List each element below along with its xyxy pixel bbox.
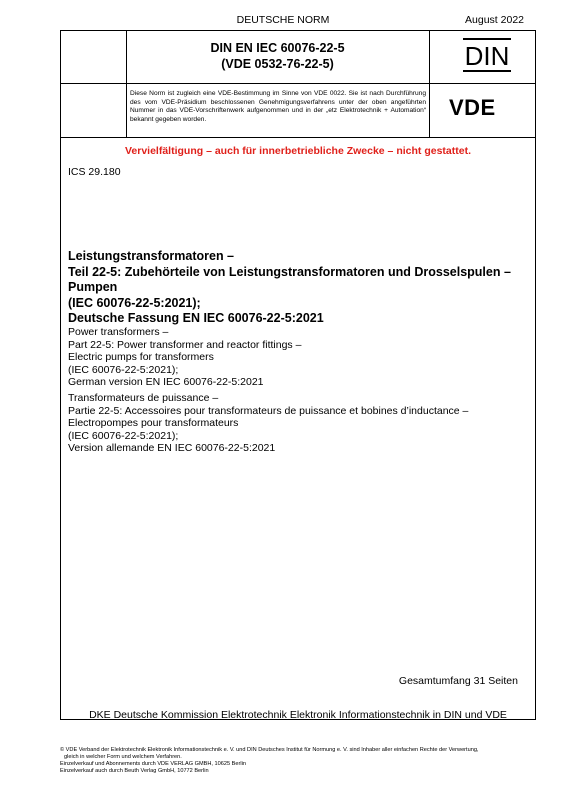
footer-line: gleich in welcher Form und welchem Verfahren.: [64, 754, 182, 760]
copyright-footer: [60, 747, 540, 775]
vde-logo: VDE: [449, 95, 496, 120]
vde-notice: Diese Norm ist zugleich eine VDE-Bestimmung im Sinne von VDE 0022. Sie ist nach Durchführung des vom VDE-Präsidium beschlossenen Genehmigungsverfahrens unter der oben angeführten Nummer in das VDE-Vorschriftenwerk aufgenommen und in der „etz Elektrotechnik + Automation“ bekannt gegeben worden.: [130, 90, 426, 123]
title-line: Part 22-5: Power transformer and reactor fittings –: [68, 338, 302, 351]
ics-code: ICS 29.180: [68, 166, 121, 178]
title-line: Electric pumps for transformers: [68, 351, 214, 363]
title-french: [68, 392, 528, 455]
footer-line: Einzelverkauf auch durch Beuth Verlag GmbH, 10772 Berlin: [60, 768, 209, 774]
reproduction-notice: Vervielfältigung – auch für innerbetriebliche Zwecke – nicht gestattet.: [124, 145, 471, 157]
total-pages: Gesamtumfang 31 Seiten: [398, 675, 518, 687]
title-line: Teil 22-5: Zubehörteile von Leistungstransformatoren und Drosselspulen –: [68, 264, 511, 279]
footer-line: Einzelverkauf und Abonnements durch VDE VERLAG GMBH, 10625 Berlin: [60, 761, 246, 767]
title-line: Leistungstransformatoren –: [68, 249, 235, 263]
committee-line: DKE Deutsche Kommission Elektrotechnik Elektronik Informationstechnik in DIN und VDE: [89, 709, 507, 721]
title-line: Pumpen: [68, 280, 118, 294]
title-line: Transformateurs de puissance –: [68, 392, 219, 404]
title-line: Power transformers –: [68, 326, 169, 338]
title-line: (IEC 60076-22-5:2021);: [68, 429, 179, 442]
issue-date: August 2022: [465, 14, 524, 26]
title-line: Deutsche Fassung EN IEC 60076-22-5:2021: [68, 311, 324, 325]
title-line: (IEC 60076-22-5:2021);: [68, 295, 201, 310]
vde-number: (VDE 0532-76-22-5): [221, 57, 334, 71]
title-german: [68, 249, 528, 327]
standard-number: DIN EN IEC 60076-22-5: [210, 41, 345, 55]
title-line: (IEC 60076-22-5:2021);: [68, 363, 179, 376]
title-line: Version allemande EN IEC 60076-22-5:2021: [68, 442, 276, 454]
din-logo-text: DIN: [464, 41, 510, 71]
din-logo: [463, 38, 511, 72]
footer-line: © VDE Verband der Elektrotechnik Elektronik Informationstechnik e. V. und DIN Deutsches Institut für Normung e. V. sind Inhaber aller einfachen Rechte der Verwertung,: [60, 747, 479, 753]
document-type: DEUTSCHE NORM: [236, 14, 330, 26]
title-line: Partie 22-5: Accessoires pour transformateurs de puissance et bobines d’inductance –: [68, 404, 469, 417]
title-english: [68, 326, 528, 389]
title-line: German version EN IEC 60076-22-5:2021: [68, 376, 264, 388]
title-line: Electropompes pour transformateurs: [68, 417, 239, 429]
standard-title-block: [126, 30, 429, 82]
